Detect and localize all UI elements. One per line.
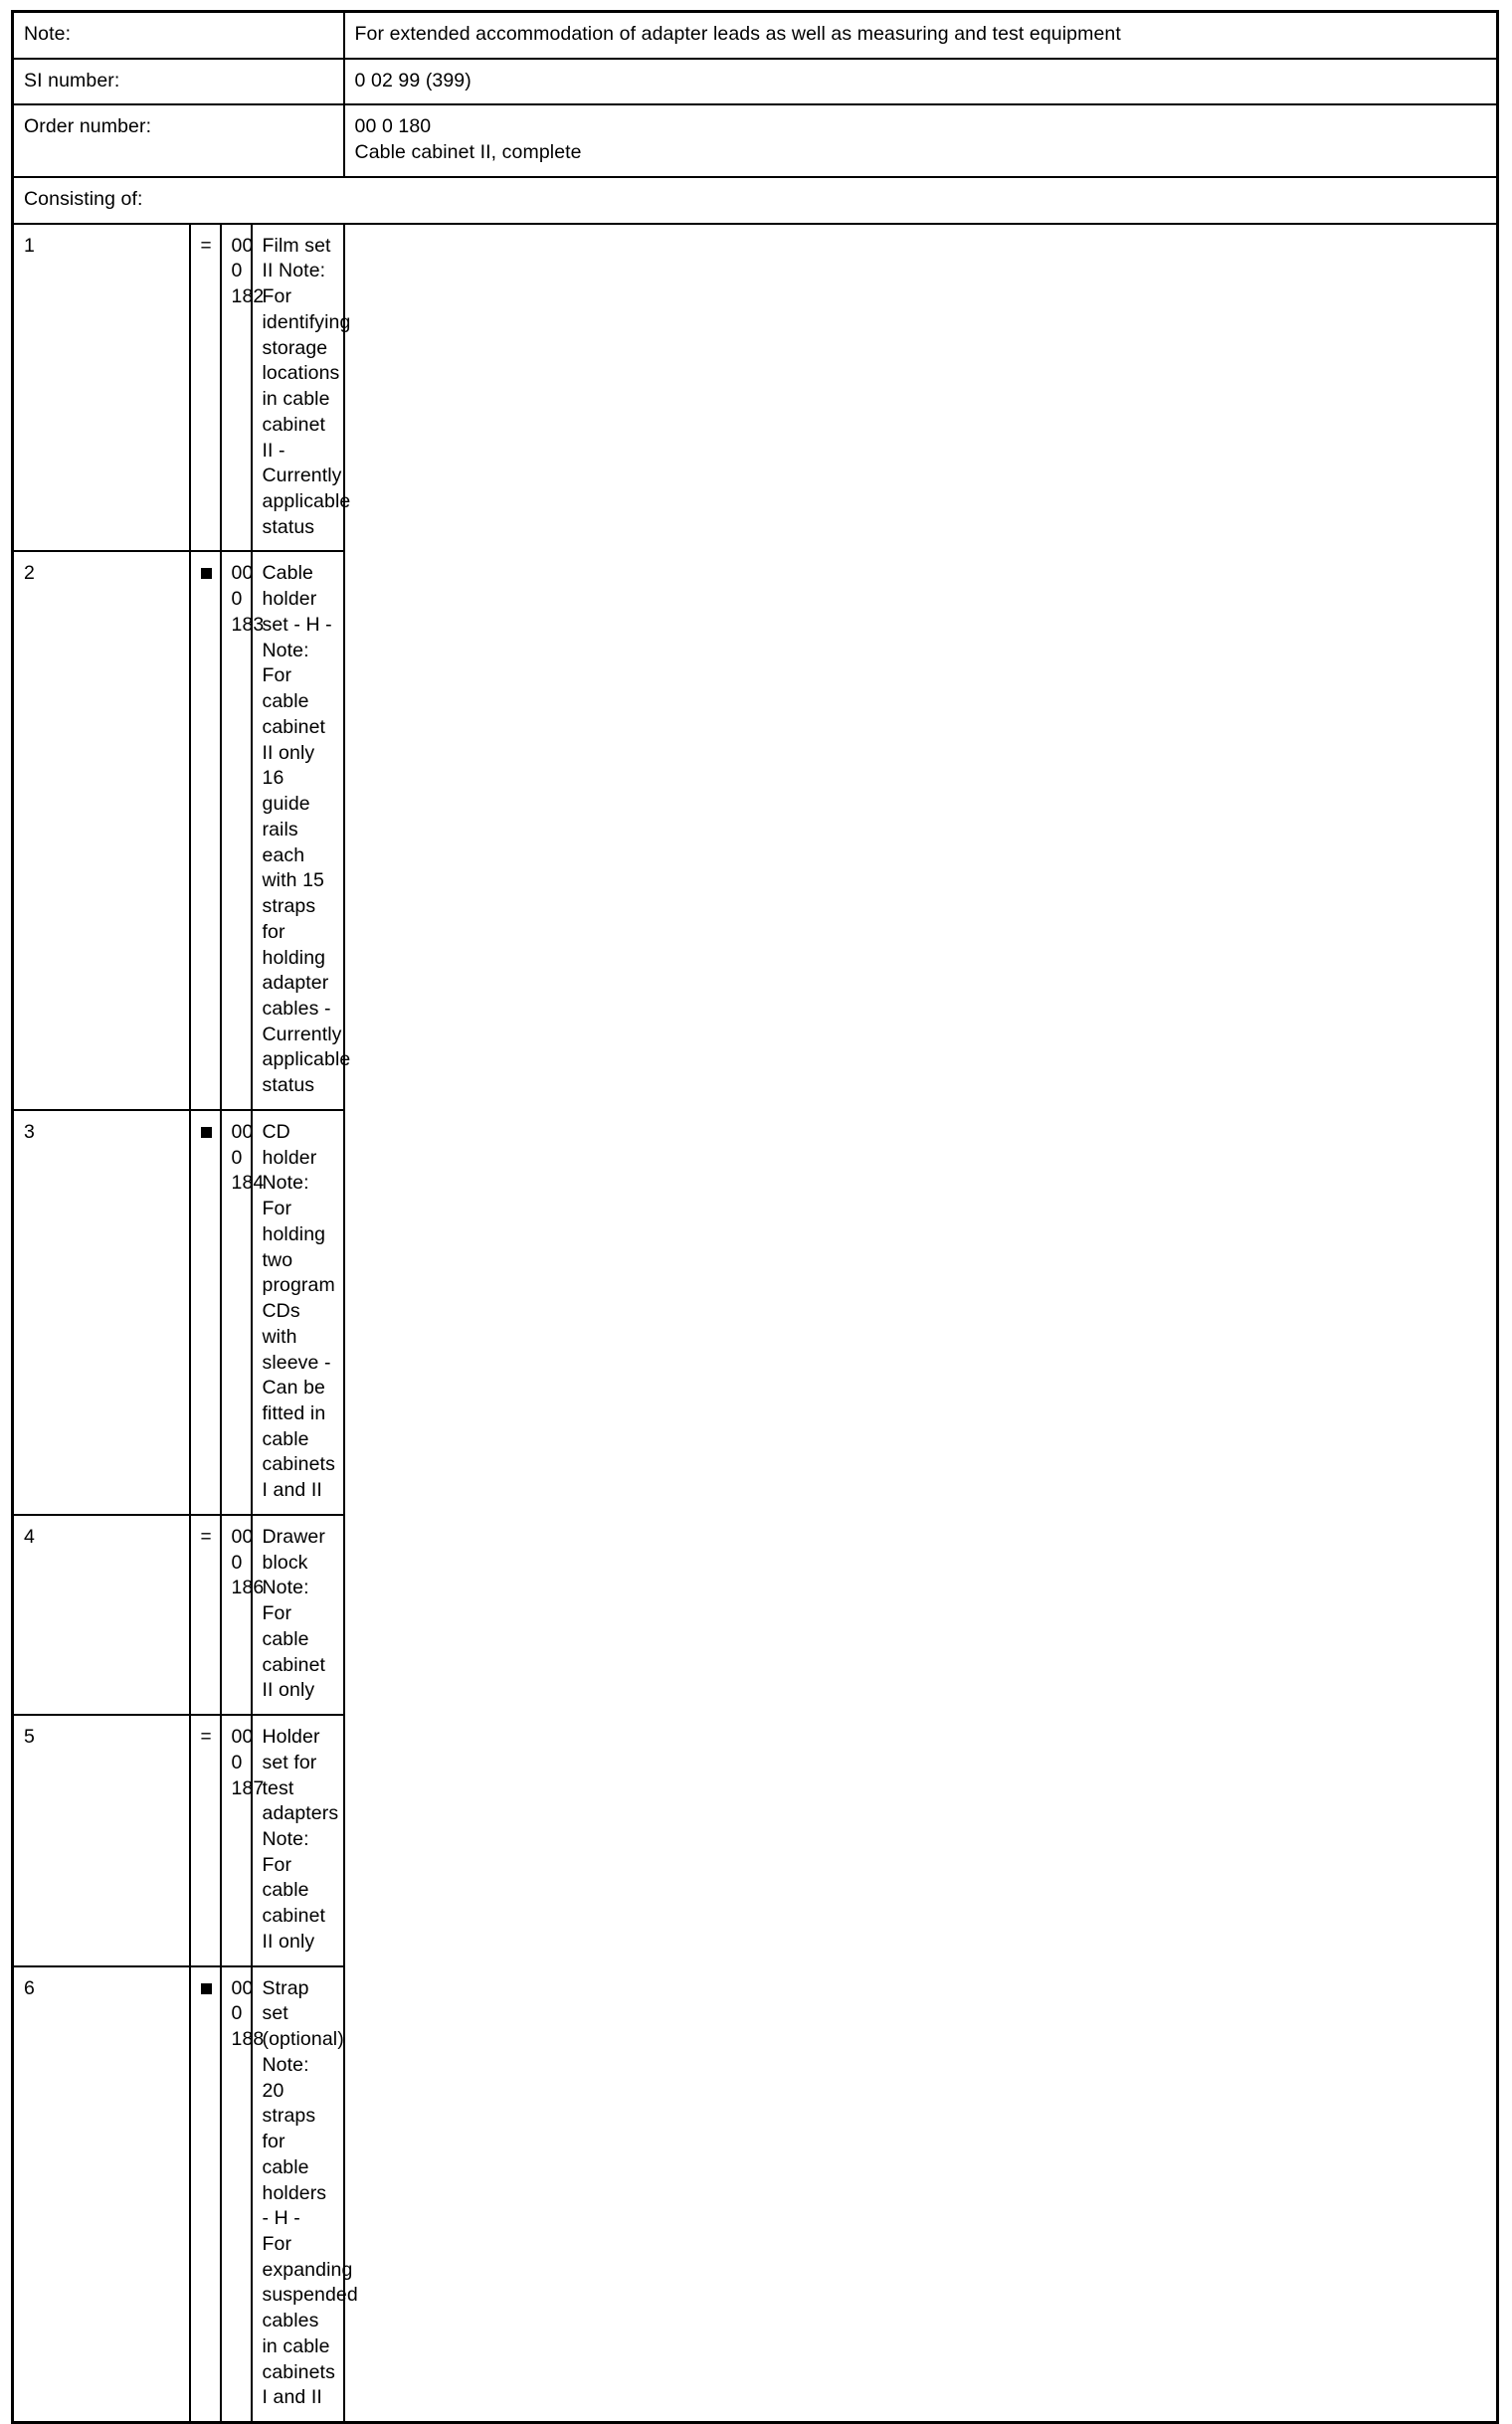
equals-icon	[190, 1715, 221, 1966]
item-order-number-line1: 00 0	[231, 1525, 254, 1574]
table-row-item	[13, 1715, 1498, 1966]
section-title: Consisting of:	[13, 177, 1498, 224]
row-label-note: Note:	[13, 12, 344, 59]
item-order-number-line1: 00 0	[231, 562, 254, 611]
square-bullet-icon	[190, 551, 221, 1109]
item-index: 2	[13, 551, 190, 1109]
item-description: Cable holder set - H - Note: For cable cabinet II only 16 guide rails each with 15 straps for holding adapter cables - Currently applicable status	[252, 551, 344, 1109]
table-row-item	[13, 224, 1498, 552]
item-order-number-line1: 00 0	[231, 1976, 254, 2025]
item-order-number	[221, 1966, 265, 2423]
square-glyph	[201, 1127, 212, 1138]
item-description: Drawer block Note: For cable cabinet II only	[252, 1515, 344, 1715]
item-index: 6	[13, 1966, 190, 2423]
row-value-note: For extended accommodation of adapter leads as well as measuring and test equipment	[344, 12, 1498, 59]
document-page	[0, 10, 1512, 2409]
square-glyph	[201, 568, 212, 579]
equals-glyph: =	[200, 1526, 212, 1548]
row-label-si-number: SI number:	[13, 59, 344, 105]
item-order-number-line2: 187	[231, 1776, 265, 1799]
item-order-number	[221, 1715, 265, 1966]
table-row-item	[13, 1515, 1498, 1715]
square-bullet-icon	[190, 1966, 221, 2423]
table-row-item	[13, 551, 1498, 1109]
item-order-number-line2: 182	[231, 285, 265, 308]
item-description: Holder set for test adapters Note: For cable cabinet II only	[252, 1715, 344, 1966]
order-number-label-line1: Order number:	[24, 115, 152, 138]
item-order-number	[221, 551, 265, 1109]
item-order-number-line2: 186	[231, 1577, 265, 1599]
equals-icon	[190, 1515, 221, 1715]
table-row-item	[13, 1110, 1498, 1515]
item-order-number-line2: 188	[231, 2028, 265, 2051]
item-index: 1	[13, 224, 190, 552]
item-index: 5	[13, 1715, 190, 1966]
table-row-section-title	[13, 177, 1498, 224]
item-description: Film set II Note: For identifying storage locations in cable cabinet II - Currently applicable status	[252, 224, 344, 552]
item-order-number	[221, 224, 265, 552]
item-order-number-line1: 00 0	[231, 1726, 254, 1773]
row-value-si-number: 0 02 99 (399)	[344, 59, 1498, 105]
item-order-number-line2: 183	[231, 613, 265, 636]
item-index: 4	[13, 1515, 190, 1715]
row-value-order-number	[344, 104, 1498, 176]
item-description: CD holder Note: For holding two program CDs with sleeve - Can be fitted in cable cabinets I and II	[252, 1110, 344, 1515]
item-index: 3	[13, 1110, 190, 1515]
item-description: Strap set (optional) Note: 20 straps for cable holders - H - For expanding suspended cables in cable cabinets I and II	[252, 1966, 344, 2423]
order-number-value-line2: Cable cabinet II, complete	[354, 141, 582, 164]
specification-table	[11, 10, 1499, 2424]
equals-icon	[190, 224, 221, 552]
table-row-order-number	[13, 104, 1498, 176]
item-order-number	[221, 1515, 265, 1715]
item-order-number-line1: 00 0	[231, 234, 254, 282]
equals-glyph: =	[200, 235, 212, 257]
table-row-si-number	[13, 59, 1498, 105]
item-order-number	[221, 1110, 265, 1515]
table-row-note	[13, 12, 1498, 59]
item-order-number-line2: 184	[231, 1172, 265, 1195]
order-number-value-line1: 00 0 180	[354, 115, 432, 138]
equals-glyph: =	[200, 1727, 212, 1749]
square-glyph	[201, 1983, 212, 1994]
row-label-order-number	[13, 104, 344, 176]
item-order-number-line1: 00 0	[231, 1120, 254, 1169]
square-bullet-icon	[190, 1110, 221, 1515]
table-row-item	[13, 1966, 1498, 2423]
